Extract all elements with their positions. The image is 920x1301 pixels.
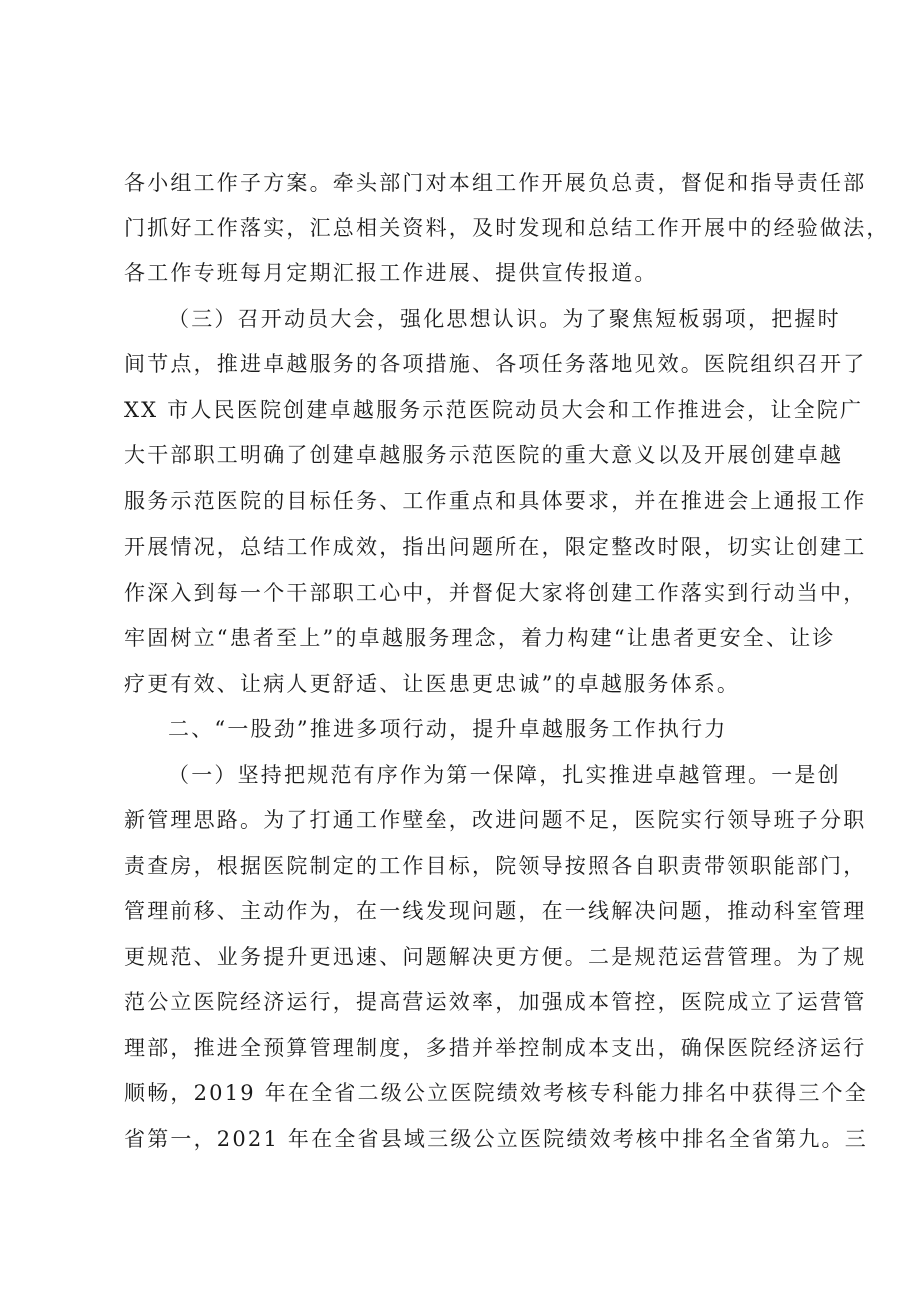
paragraph-line: 门抓好工作落实，汇总相关资料，及时发现和总结工作开展中的经验做法， [124,216,890,240]
paragraph-line: 新管理思路。为了打通工作壁垒，改进问题不足，医院实行领导班子分职 [124,808,867,832]
paragraph-line: 顺畅，2019 年在全省二级公立医院绩效考核专科能力排名中获得三个全 [124,1081,868,1105]
paragraph-line: 理部，推进全预算管理制度，多措并举控制成本支出，确保医院经济运行 [124,1036,867,1060]
paragraph-line: 大干部职工明确了创建卓越服务示范医院的重大意义以及开展创建卓越 [124,443,844,467]
paragraph-line: 服务示范医院的目标任务、工作重点和具体要求，并在推进会上通报工作 [124,489,867,513]
paragraph-line: XX 市人民医院创建卓越服务示范医院动员大会和工作推进会，让全院广 [124,398,864,422]
paragraph-line: （三）召开动员大会，强化思想认识。为了聚焦短板弱项，把握时 [168,307,841,331]
section-heading: 二、“一股劲”推进多项行动，提升卓越服务工作执行力 [168,717,728,741]
paragraph-line: 范公立医院经济运行，提高营运效率，加强成本管控，医院成立了运营管 [124,990,867,1014]
paragraph-line: 省第一，2021 年在全省县域三级公立医院绩效考核中排名全省第九。三 [124,1127,868,1151]
paragraph-line: 开展情况，总结工作成效，指出问题所在，限定整改时限，切实让创建工 [124,535,867,559]
paragraph-line: （一）坚持把规范有序作为第一保障，扎实推进卓越管理。一是创 [168,763,841,787]
paragraph-line: 管理前移、主动作为，在一线发现问题，在一线解决问题，推动科室管理 [124,899,867,923]
paragraph-line: 作深入到每一个干部职工心中，并督促大家将创建工作落实到行动当中， [124,581,867,605]
paragraph-line: 更规范、业务提升更迅速、问题解决更方便。二是规范运营管理。为了规 [124,945,867,969]
paragraph-line: 间节点，推进卓越服务的各项措施、各项任务落地见效。医院组织召开了 [124,352,867,376]
paragraph-line: 各工作专班每月定期汇报工作进展、提供宣传报道。 [124,261,658,285]
paragraph-line: 各小组工作子方案。牵头部门对本组工作开展负总责，督促和指导责任部 [124,171,867,195]
paragraph-line: 牢固树立“患者至上”的卓越服务理念，着力构建“让患者更安全、让诊 [124,626,836,650]
paragraph-line: 疗更有效、让病人更舒适、让医患更忠诚”的卓越服务体系。 [124,672,741,696]
paragraph-line: 责查房，根据医院制定的工作目标，院领导按照各自职责带领职能部门， [124,854,867,878]
